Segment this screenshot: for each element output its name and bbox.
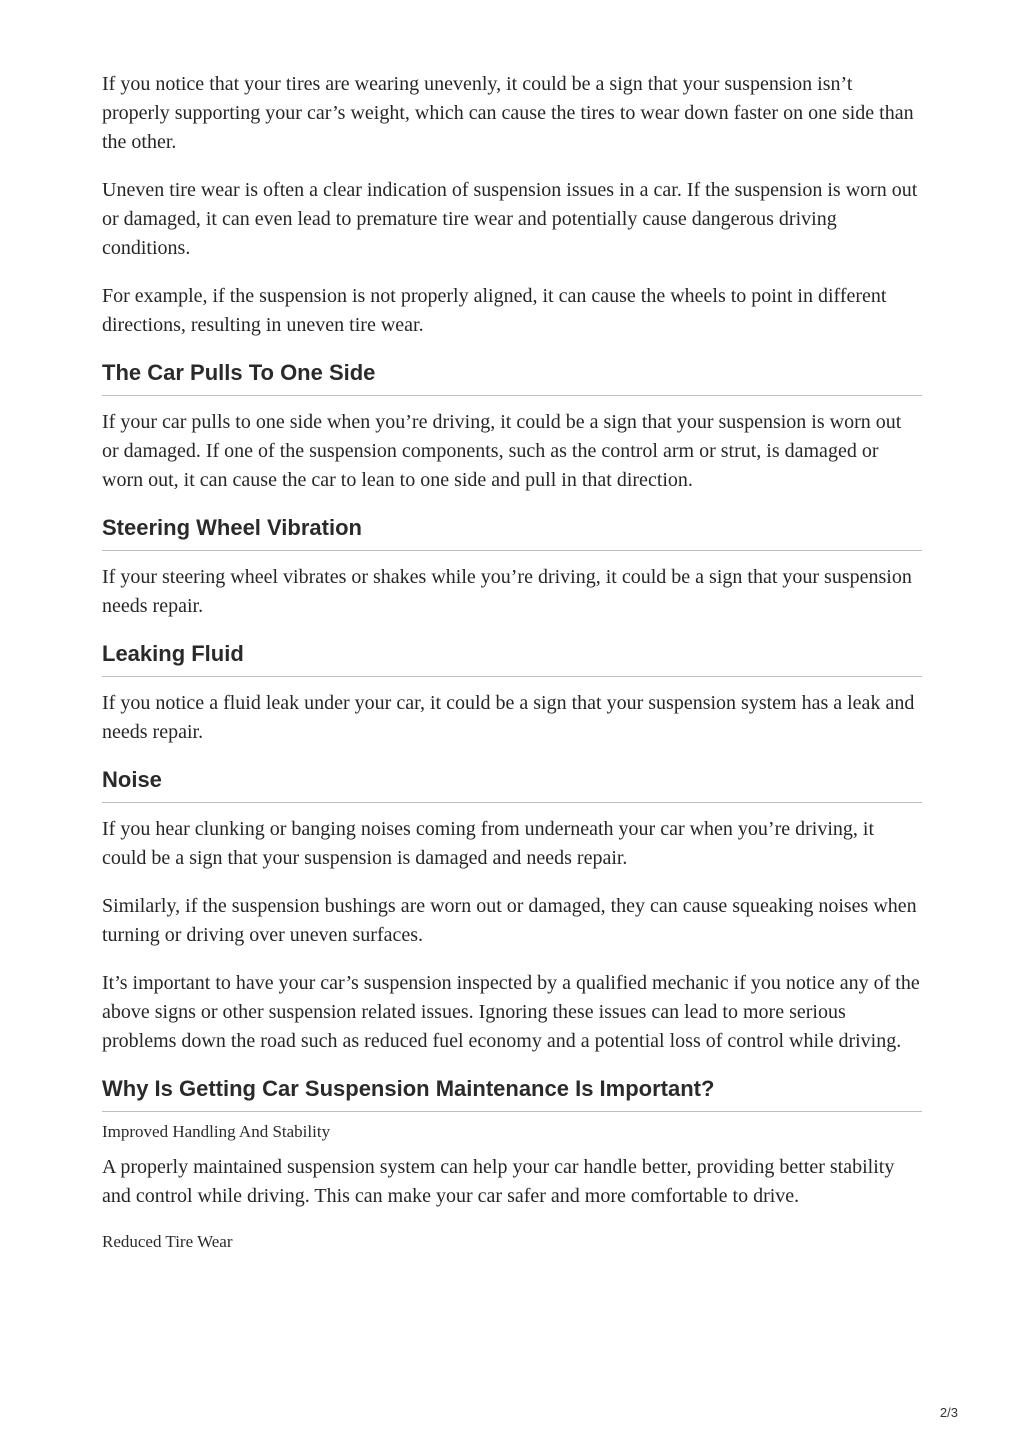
section-leaking-fluid [102,640,922,747]
section-paragraph: If your car pulls to one side when you’re driving, it could be a sign that your suspension is worn out or damaged. If one of the suspension components, such as the control arm or strut, is damaged or worn out, it can cause the car to lean to one side and pull in that direction. [102,411,902,491]
section-heading: The Car Pulls To One Side [102,359,922,396]
document-body [102,70,922,1263]
section-paragraph: If your steering wheel vibrates or shakes while you’re driving, it could be a sign that your suspension needs repair. [102,566,912,617]
section-car-pulls [102,359,922,495]
section-paragraph: If you hear clunking or banging noises coming from underneath your car when you’re driving, it could be a sign that your suspension is damaged and needs repair. [102,818,875,869]
section-noise [102,766,922,1056]
page-number: 2/3 [939,1405,958,1420]
section-heading: Steering Wheel Vibration [102,514,922,551]
subheading-reduced-tire-wear: Reduced Tire Wear [102,1232,233,1251]
section-paragraph: A properly maintained suspension system can help your car handle better, providing better stability and control while driving. This can make your car safer and more comfortable to drive. [102,1156,895,1207]
section-heading: Noise [102,766,922,803]
intro-paragraph-1: If you notice that your tires are wearing unevenly, it could be a sign that your suspension isn’t properly supporting your car’s weight, which can cause the tires to wear down faster on one side than the other. [102,73,914,153]
intro-paragraph-2: Uneven tire wear is often a clear indication of suspension issues in a car. If the suspension is worn out or damaged, it can even lead to premature tire wear and potentially cause dangerous driving conditions. [102,179,918,259]
section-why-maintenance [102,1075,922,1254]
section-heading: Leaking Fluid [102,640,922,677]
section-paragraph: It’s important to have your car’s suspension inspected by a qualified mechanic if you notice any of the above signs or other suspension related issues. Ignoring these issues can lead to more serious problems down the road such as reduced fuel economy and a potential loss of control while driving. [102,972,920,1052]
intro-paragraph-3: For example, if the suspension is not properly aligned, it can cause the wheels to point in different directions, resulting in uneven tire wear. [102,285,887,336]
section-heading: Why Is Getting Car Suspension Maintenance Is Important? [102,1075,922,1112]
section-paragraph: If you notice a fluid leak under your car, it could be a sign that your suspension system has a leak and needs repair. [102,692,915,743]
subheading-improved-handling: Improved Handling And Stability [102,1122,331,1141]
section-steering-vibration [102,514,922,621]
section-paragraph: Similarly, if the suspension bushings are worn out or damaged, they can cause squeaking noises when turning or driving over uneven surfaces. [102,895,917,946]
